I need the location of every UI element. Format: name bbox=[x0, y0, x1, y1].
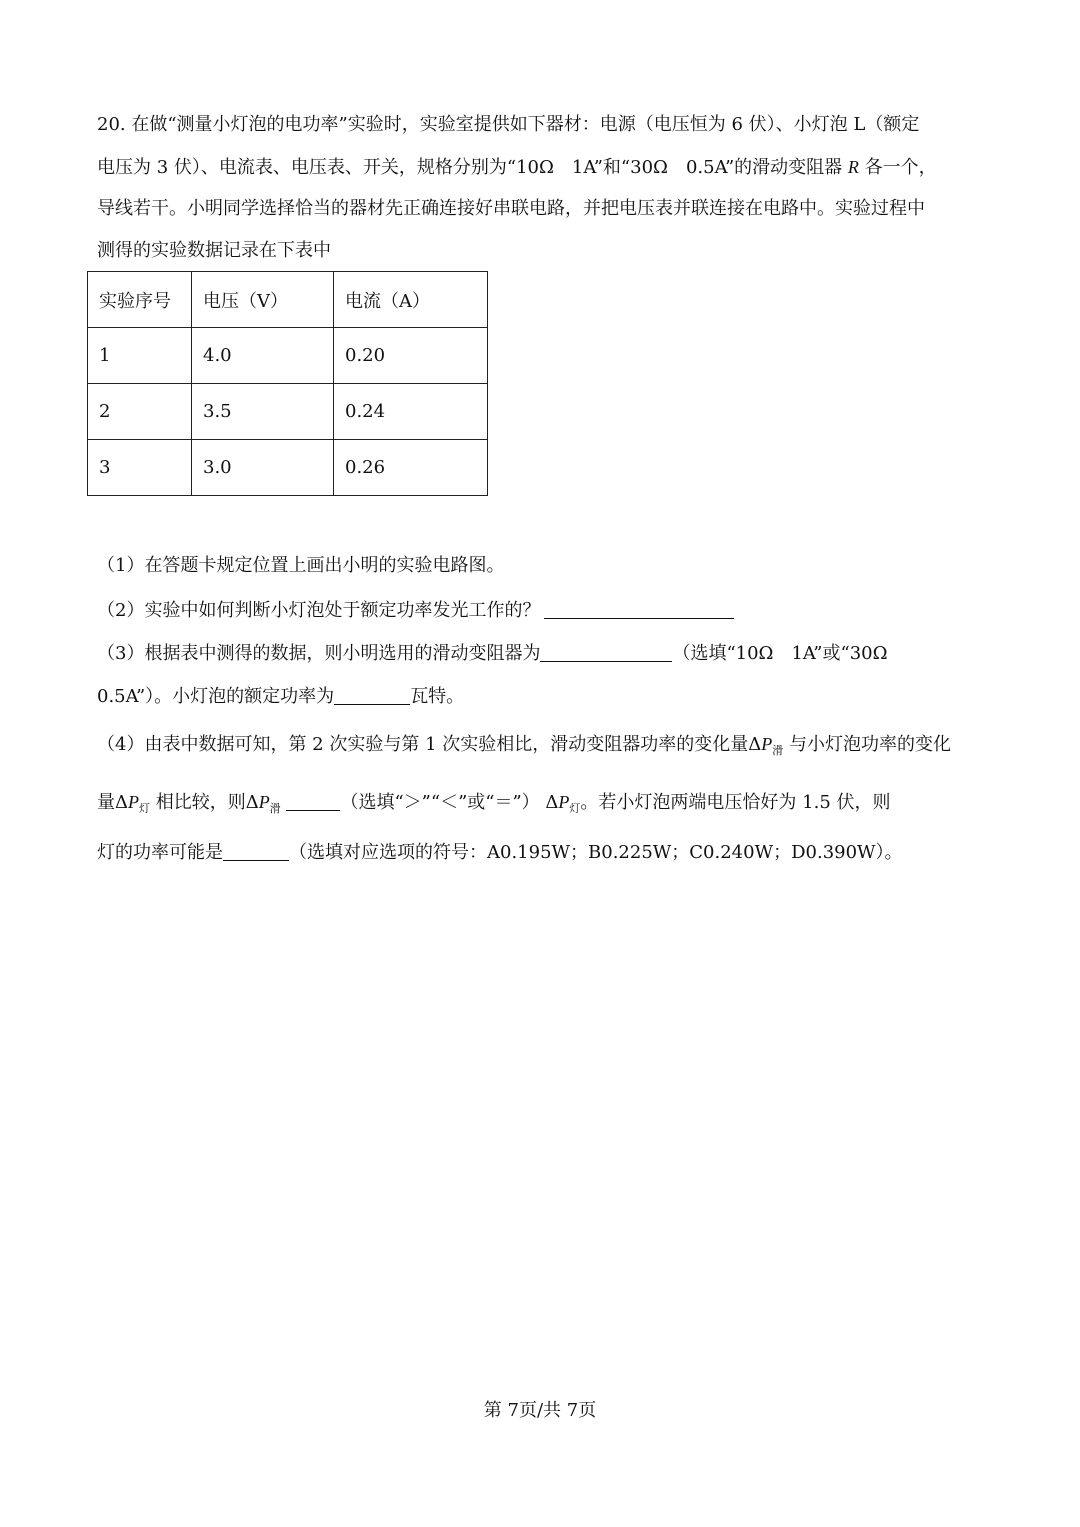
table-cell: 1 bbox=[88, 328, 192, 384]
table-row bbox=[88, 384, 488, 440]
part-3-text-c: 0.5A”）。小灯泡的额定功率为 bbox=[97, 686, 335, 707]
table-header: 电流（A） bbox=[334, 272, 488, 328]
question-line-3: 导线若干。小明同学选择恰当的器材先正确连接好串联电路，并把电压表并联连接在电路中。实验过程中 bbox=[97, 198, 925, 219]
delta-p-slide-2: $\Delta P_滑$ bbox=[245, 792, 281, 815]
question-line-4: 测得的实验数据记录在下表中 bbox=[97, 240, 331, 261]
question-line-1: 20. 在做“测量小灯泡的电功率”实验时，实验室提供如下器材：电源（电压恒为 6 伏）、小灯泡 L（额定 bbox=[97, 114, 920, 135]
table-header: 实验序号 bbox=[88, 272, 192, 328]
part-4-text-f: 。若小灯泡两端电压恰好为 1.5 伏，则 bbox=[580, 792, 891, 813]
table-cell: 3 bbox=[88, 440, 192, 496]
table-cell: 0.20 bbox=[334, 328, 488, 384]
part-4-text-c: 量 bbox=[97, 792, 115, 813]
delta-p-lamp-2: $\Delta P_灯$ bbox=[545, 792, 581, 815]
part-3-text-d: 瓦特。 bbox=[410, 686, 465, 707]
part-4-line-1 bbox=[97, 735, 951, 756]
delta-p-lamp: $\Delta P_灯$ bbox=[115, 792, 150, 815]
table-row bbox=[88, 440, 488, 496]
table-row bbox=[88, 328, 488, 384]
part-3-line-2 bbox=[97, 686, 464, 706]
part-4-text-e: （选填“＞”“＜”或“＝”） bbox=[340, 792, 540, 813]
table-cell: 0.26 bbox=[334, 440, 488, 496]
answer-blank-4b[interactable] bbox=[223, 842, 289, 861]
part-4-text-b: 与小灯泡功率的变化 bbox=[788, 734, 951, 755]
part-3-text-a: （3）根据表中测得的数据，则小明选用的滑动变阻器为 bbox=[97, 643, 541, 664]
question-line-2b: 各一个， bbox=[858, 157, 937, 178]
page-footer: 第 7页/共 7页 bbox=[483, 1400, 597, 1421]
resistor-symbol: R bbox=[847, 157, 859, 177]
question-line-2 bbox=[97, 158, 937, 177]
answer-blank-2[interactable] bbox=[544, 600, 734, 619]
table-cell: 3.0 bbox=[192, 440, 334, 496]
part-2 bbox=[97, 600, 734, 620]
part-4-line-2 bbox=[97, 792, 891, 814]
table-cell: 0.24 bbox=[334, 384, 488, 440]
answer-blank-3a[interactable] bbox=[540, 643, 672, 662]
delta-p-slide: $\Delta P_滑$ bbox=[748, 734, 784, 757]
part-4-text-a: （4）由表中数据可知，第 2 次实验与第 1 次实验相比，滑动变阻器功率的变化量 bbox=[97, 734, 749, 755]
answer-blank-3b[interactable] bbox=[334, 686, 410, 705]
part-2-text: （2）实验中如何判断小灯泡处于额定功率发光工作的？ bbox=[97, 600, 541, 621]
part-3-line-1 bbox=[97, 643, 888, 663]
part-1: （1）在答题卡规定位置上画出小明的实验电路图。 bbox=[97, 555, 505, 576]
question-line-2a: 电压为 3 伏）、电流表、电压表、开关，规格分别为“10Ω 1A”和“30Ω 0.5A”的滑动变阻器 bbox=[97, 157, 848, 178]
table-header-row bbox=[88, 272, 488, 328]
part-3-text-b: （选填“10Ω 1A”或“30Ω bbox=[672, 643, 888, 664]
part-4-text-g: 灯的功率可能是 bbox=[97, 842, 223, 863]
table-cell: 4.0 bbox=[192, 328, 334, 384]
part-4-text-h: （选填对应选项的符号：A0.195W；B0.225W；C0.240W；D0.390W）。 bbox=[289, 842, 903, 863]
part-4-text-d: 相比较，则 bbox=[155, 792, 246, 813]
data-table bbox=[87, 271, 488, 496]
table-header: 电压（V） bbox=[192, 272, 334, 328]
part-4-line-3 bbox=[97, 842, 903, 862]
table-cell: 3.5 bbox=[192, 384, 334, 440]
answer-blank-4a[interactable] bbox=[286, 792, 340, 811]
table-cell: 2 bbox=[88, 384, 192, 440]
